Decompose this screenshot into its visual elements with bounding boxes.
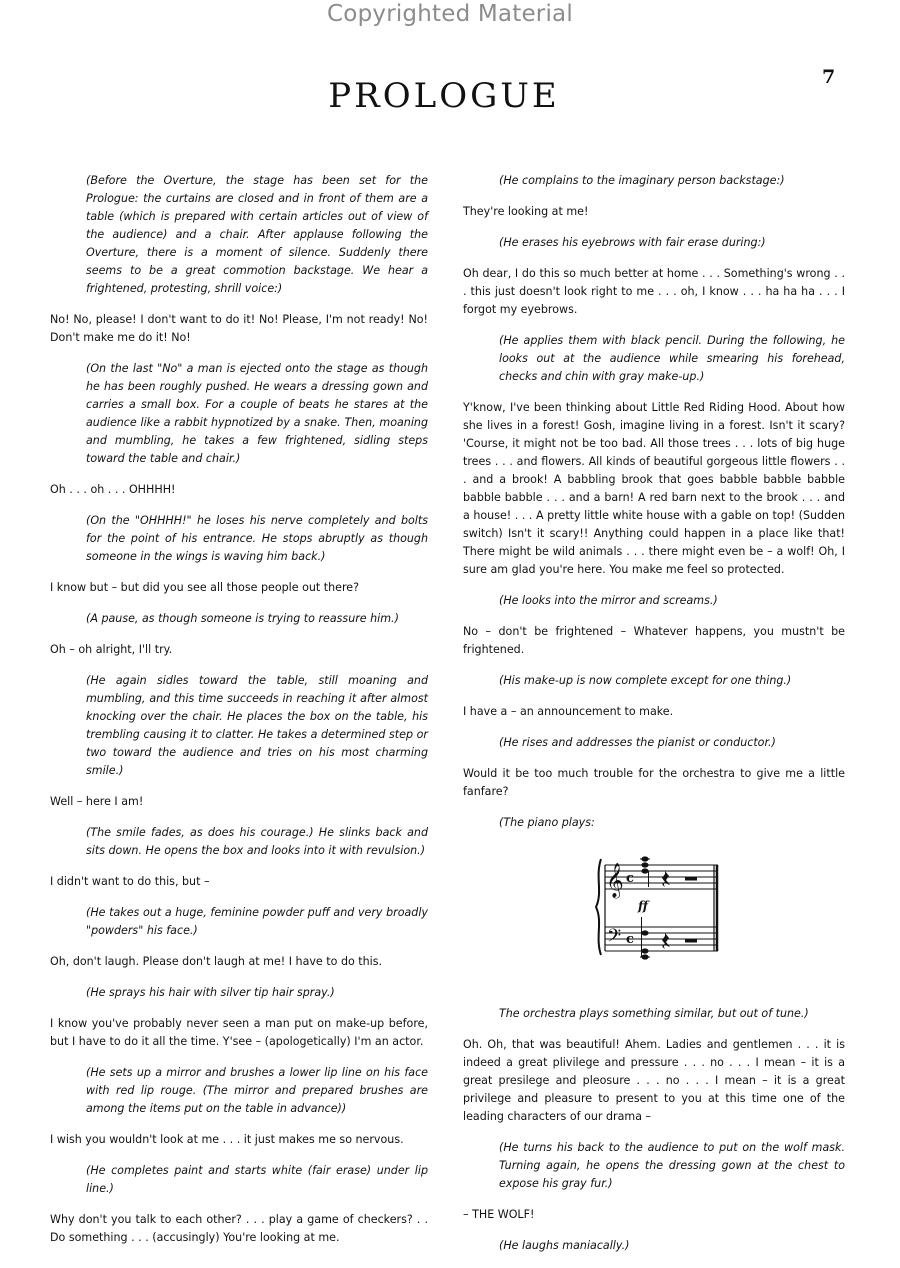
stage-direction: (He applies them with black pencil. During the following, he looks out at the audience while smearing his forehead, checks and chin with gray make-up.) [499,334,845,383]
bass-chord [640,917,650,960]
stage-direction: (He takes out a huge, feminine powder puff and very broadly "powders" his face.) [86,906,428,937]
dialogue-line: Oh – oh alright, I'll try. [50,643,173,656]
left-column [50,172,428,1260]
stage-direction: (He sets up a mirror and brushes a lower lip line on his face with red lip rouge. (The mirror and prepared brushes are among the items put on the table in advance)) [86,1066,428,1115]
dialogue-line: I didn't want to do this, but – [50,875,210,888]
svg-text:c: c [626,871,634,886]
bass-clef-icon: 𝄢 [607,926,622,951]
dialogue-line: They're looking at me! [463,205,589,218]
fanfare-score [593,847,723,967]
stage-direction: (He turns his back to the audience to put on the wolf mask. Turning again, he opens the dressing gown at the chest to expose his gray fur.) [499,1141,845,1190]
stage-direction: (The smile fades, as does his courage.) He slinks back and sits down. He opens the box and looks into it with revulsion.) [86,826,428,857]
dialogue-line: – THE WOLF! [463,1208,535,1221]
watermark: Copyrighted Material [327,1,573,27]
stage-direction: (His make-up is now complete except for one thing.) [499,674,792,687]
page-title: PROLOGUE [328,76,560,116]
stage-direction: (The piano plays: [499,816,595,829]
dialogue-line: Y'know, I've been thinking about Little Red Riding Hood. About how she lives in a forest! Gosh, imagine living in a forest. Isn't it scary? 'Course, it might not be too bad. All those trees . . . lots of big huge trees . . . and flowers. All kinds of beautiful gorgeous little flowers . . . and a brook! A babbling brook that goes babble babble babble babble babble . . . and a barn! A red barn next to the brook . . . and a house! . . . A pretty little white house with a gable on top! (Sudden switch) Isn't it scary!! Anything could happen in a place like that! There might be wild animals . . . there might even be – a wolf! Oh, I sure am glad you're here. You make me feel so protected. [463,401,845,576]
stage-direction: (He rises and addresses the pianist or conductor.) [499,736,776,749]
dialogue-line: No! No, please! I don't want to do it! No! Please, I'm not ready! No! Don't make me do it! No! [50,313,428,344]
dialogue-line: Oh dear, I do this so much better at home . . . Something's wrong . . . this just doesn't look right to me . . . oh, I know . . . ha ha ha . . . I forgot my eyebrows. [463,267,845,316]
stage-direction: (On the last "No" a man is ejected onto the stage as though he has been roughly pushed. He wears a dressing gown and carries a small box. For a couple of beats he stares at the audience like a rabbit hypnotized by a snake. Then, moaning and mumbling, he takes a few frightened, sidling steps toward the table and chair.) [86,362,428,465]
stage-direction: (He looks into the mirror and screams.) [499,594,718,607]
stage-direction: The orchestra plays something similar, but out of tune.) [499,1007,809,1020]
stage-direction: (He erases his eyebrows with fair erase during:) [499,236,766,249]
page-number: 7 [822,66,836,88]
dynamic-marking: ff [638,899,648,913]
dialogue-line: I know but – but did you see all those people out there? [50,581,360,594]
stage-direction: (On the "OHHHH!" he loses his nerve completely and bolts for the point of his entrance. He stops abruptly as though someone in the wings is waving him back.) [86,514,428,563]
music-notation [463,845,845,995]
stage-direction: (He sprays his hair with silver tip hair spray.) [86,986,335,999]
stage-direction: (He again sidles toward the table, still moaning and mumbling, and this time succeeds in reaching it after almost knocking over the chair. He places the box on the table, his trembling causing it to clatter. He takes a determined step or two toward the audience and tries on his most charming smile.) [86,674,428,777]
stage-direction: (He completes paint and starts white (fair erase) under lip line.) [86,1164,428,1195]
dialogue-line: No – don't be frightened – Whatever happens, you mustn't be frightened. [463,625,845,656]
dialogue-line: Would it be too much trouble for the orchestra to give me a little fanfare? [463,767,845,798]
bass-staff [605,927,718,951]
brace-icon [596,859,601,955]
treble-clef-icon: 𝄞 [606,863,624,898]
stage-direction: (He laughs maniacally.) [499,1239,630,1252]
stage-direction: (He complains to the imaginary person backstage:) [499,174,785,187]
dialogue-line: Oh, don't laugh. Please don't laugh at me! I have to do this. [50,955,383,968]
stage-direction: (A pause, as though someone is trying to reassure him.) [86,612,399,625]
dialogue-line: I wish you wouldn't look at me . . . it just makes me so nervous. [50,1133,404,1146]
dialogue-line: Well – here I am! [50,795,144,808]
dialogue-line: I know you've probably never seen a man put on make-up before, but I have to do it all the time. Y'see – (apologetically) I'm an actor. [50,1017,428,1048]
stage-direction: (Before the Overture, the stage has been set for the Prologue: the curtains are closed and in front of them are a table (which is prepared with certain articles out of view of the audience) and a chair. After applause following the Overture, there is a moment of silence. Suddenly there seems to be a great commotion backstage. We hear a frightened, protesting, shrill voice:) [86,174,428,295]
right-column [463,172,845,1268]
dialogue-line: Oh. Oh, that was beautiful! Ahem. Ladies and gentlemen . . . it is indeed a great plivilege and pressure . . . no . . . I mean – it is a great presilege and pleosure . . . no . . . I mean – it is a great privilege and pleasure to present to you at this time one of the leading characters of our drama – [463,1038,845,1123]
dialogue-line: I have a – an announcement to make. [463,705,674,718]
dialogue-line: Why don't you talk to each other? . . . play a game of checkers? . . Do something . . . (accusingly) You're looking at me. [50,1213,428,1244]
dialogue-line: Oh . . . oh . . . OHHHH! [50,483,176,496]
svg-text:c: c [626,932,634,947]
treble-chord [640,856,650,887]
